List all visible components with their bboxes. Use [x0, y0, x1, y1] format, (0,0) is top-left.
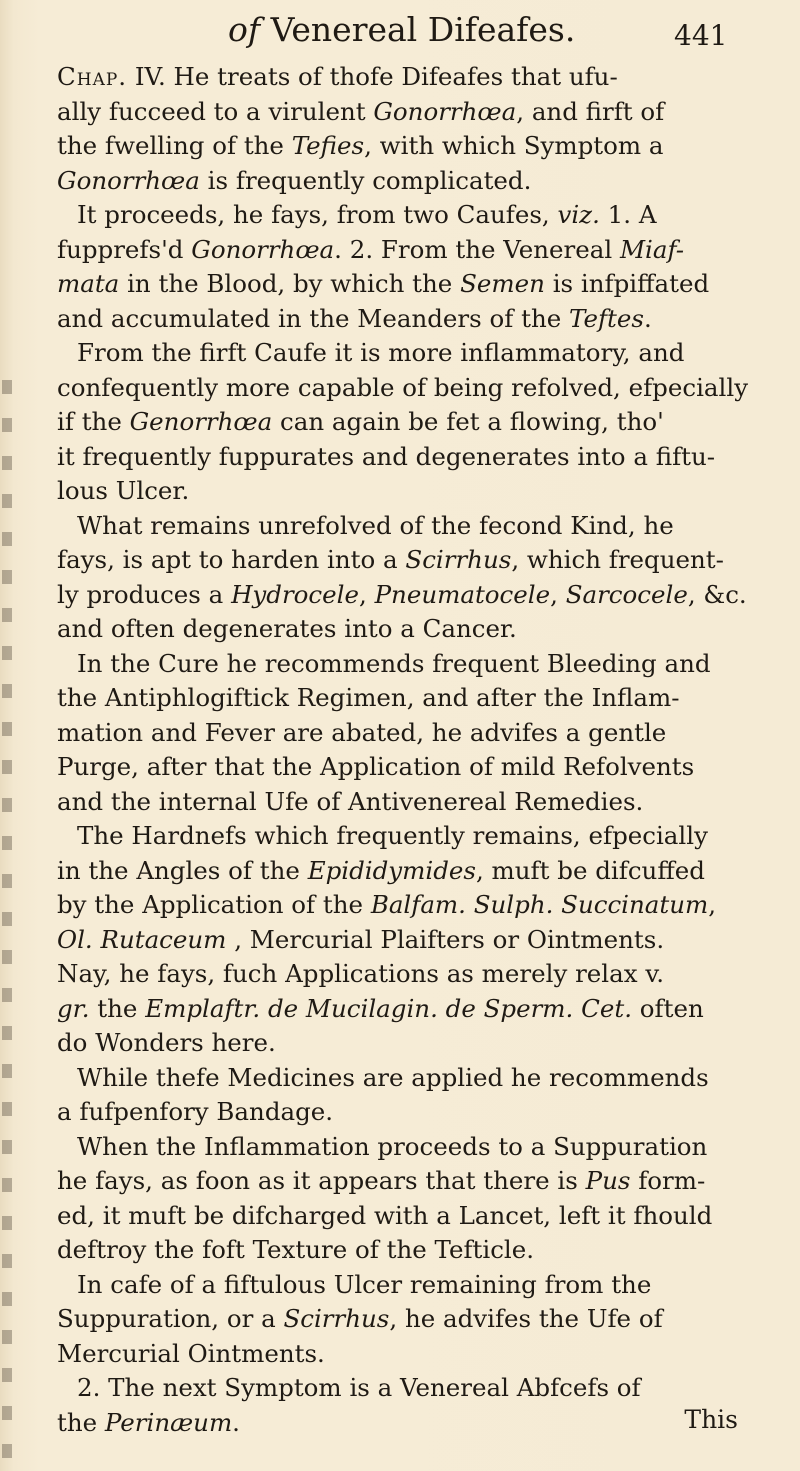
- text-line: While thefe Medicines are applied he recommends: [77, 1062, 709, 1092]
- text-line: deftroy the foft Texture of the Tefticle.: [57, 1235, 535, 1264]
- text-line: fupprefs'd Gonorrhœa. 2. From the Venereal Miaf-: [57, 234, 684, 264]
- running-title-prefix: of: [228, 10, 261, 49]
- text-line: Nay, he fays, fuch Applications as merely relax v.: [57, 959, 665, 988]
- text-line: confequently more capable of being refolved, efpecially: [57, 372, 749, 402]
- text-line: What remains unrefolved of the fecond Kind, he: [77, 510, 674, 540]
- text-line: Ol. Rutaceum , Mercurial Plaifters or Ointments.: [57, 924, 665, 954]
- text-line: it frequently fuppurates and degenerates into a fiftu-: [57, 441, 716, 471]
- text-line: Gonorrhœa is frequently complicated.: [57, 165, 532, 195]
- text-line: ally fucceed to a virulent Gonorrhœa, and firft of: [57, 96, 665, 126]
- text-line: the Antiphlogiftick Regimen, and after the Inflam-: [57, 683, 680, 712]
- text-line: mation and Fever are abated, he advifes a gentle: [57, 717, 667, 747]
- text-line: by the Application of the Balfam. Sulph. Succinatum,: [57, 890, 717, 919]
- text-line: the fwelling of the Tefies, with which Symptom a: [57, 131, 664, 160]
- text-line: mata in the Blood, by which the Semen is infpiffated: [57, 269, 710, 298]
- text-line: From the firft Caufe it is more inflammatory, and: [77, 338, 685, 367]
- text-line: a fufpenfory Bandage.: [57, 1097, 334, 1126]
- text-line: in the Angles of the Epididymides, muft be difcuffed: [57, 855, 705, 885]
- text-line: the Perinæum.: [57, 1407, 240, 1437]
- text-line: Purge, after that the Application of mild Refolvents: [57, 752, 695, 781]
- text-line: fays, is apt to harden into a Scirrhus, which frequent-: [57, 545, 724, 574]
- text-line: if the Genorrhœa can again be fet a flowing, tho': [57, 407, 664, 436]
- text-line: Mercurial Ointments.: [57, 1338, 325, 1368]
- text-line: gr. the Emplaftr. de Mucilagin. de Sperm. Cet. often: [57, 993, 704, 1023]
- body-text: [57, 60, 747, 1440]
- text-line: It proceeds, he fays, from two Caufes, viz. 1. A: [77, 200, 657, 229]
- page-number: 441: [674, 19, 728, 52]
- running-title: [228, 8, 575, 52]
- text-line: The Hardnefs which frequently remains, efpecially: [77, 821, 708, 850]
- text-line: and the internal Ufe of Antivenereal Remedies.: [57, 786, 644, 816]
- text-line: lous Ulcer.: [57, 476, 190, 505]
- catchword: This: [684, 1405, 738, 1434]
- running-title-main: Venereal Difeafes.: [270, 10, 576, 49]
- text-line: he fays, as foon as it appears that there is Pus form-: [57, 1166, 706, 1195]
- text-line: 2. The next Symptom is a Venereal Abfcefs of: [77, 1373, 641, 1402]
- text-line: do Wonders here.: [57, 1028, 276, 1057]
- text-line: and often degenerates into a Cancer.: [57, 614, 517, 643]
- text-line: Suppuration, or a Scirrhus, he advifes the Ufe of: [57, 1304, 663, 1333]
- text-line: ed, it muft be difcharged with a Lancet, left it fhould: [57, 1200, 713, 1230]
- running-head: [180, 8, 740, 58]
- text-line: When the Inflammation proceeds to a Suppuration: [77, 1131, 708, 1161]
- text-line: ly produces a Hydrocele, Pneumatocele, Sarcocele, &c.: [57, 579, 747, 609]
- text-line: Chap. IV. He treats of thofe Difeafes that ufu-: [57, 62, 618, 91]
- text-line: In the Cure he recommends frequent Bleeding and: [77, 648, 711, 678]
- text-line: and accumulated in the Meanders of the Teftes.: [57, 303, 652, 333]
- text-line: In cafe of a fiftulous Ulcer remaining from the: [77, 1269, 652, 1299]
- binding-edge: [2, 380, 12, 1470]
